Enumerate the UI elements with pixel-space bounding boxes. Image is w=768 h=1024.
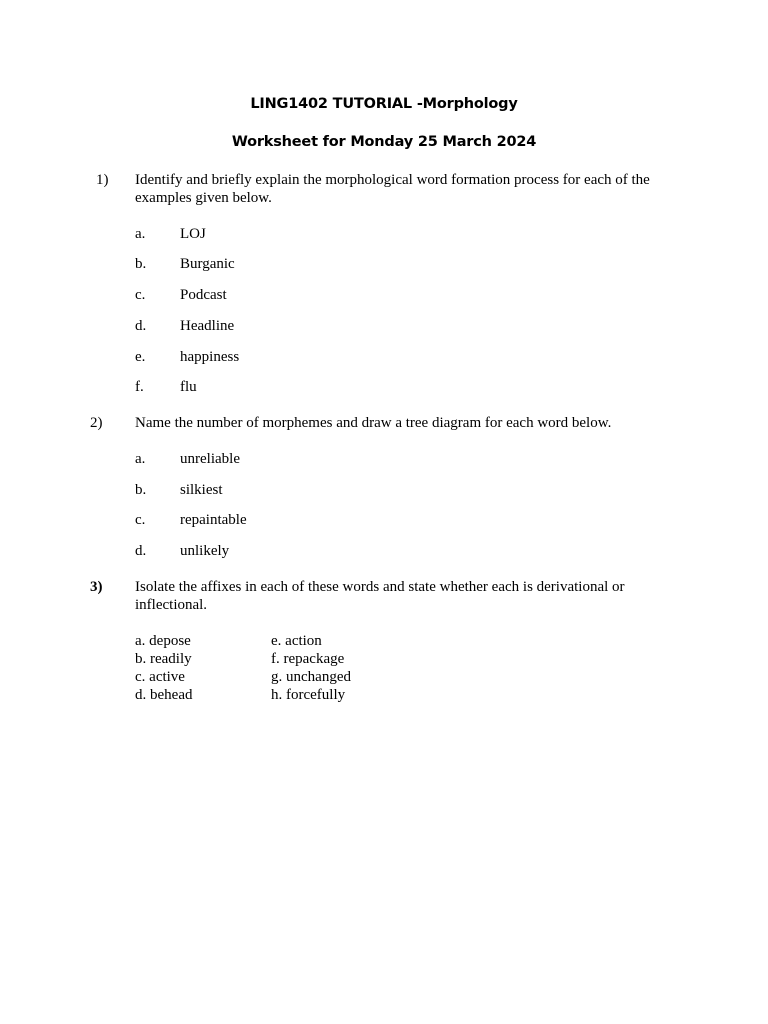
item-letter: a. (135, 226, 146, 242)
word-column-right (271, 632, 351, 704)
item-word: unlikely (180, 543, 230, 559)
item-letter: e. (135, 349, 146, 365)
item-word: flu (180, 379, 197, 395)
item-word: silkiest (180, 482, 223, 498)
item-letter: b. (135, 256, 147, 272)
item-letter: f. (135, 379, 144, 395)
item-letter: d. (135, 543, 147, 559)
list-item: c. active (135, 669, 185, 685)
item-letter: d. (135, 318, 147, 334)
item-letter: b. (135, 482, 147, 498)
item-word: LOJ (180, 226, 206, 242)
list-item: h. forcefully (271, 687, 346, 703)
list-item: g. unchanged (271, 669, 351, 685)
question-2-text: Name the number of morphemes and draw a tree diagram for each word below. (135, 415, 612, 431)
list-item: a. depose (135, 633, 191, 649)
question-1-number: 1) (96, 172, 109, 188)
question-3-text: Isolate the affixes in each of these words and state whether each is derivational or inflectional. (135, 579, 625, 613)
item-word: repaintable (180, 512, 247, 528)
question-1-text: Identify and briefly explain the morphological word formation process for each of the examples given below. (135, 172, 650, 206)
item-letter: c. (135, 512, 146, 528)
item-word: unreliable (180, 451, 240, 467)
word-column-left (135, 632, 192, 704)
item-word: Podcast (180, 287, 227, 303)
item-letter: c. (135, 287, 146, 303)
list-item: e. action (271, 633, 322, 649)
list-item: d. behead (135, 687, 193, 703)
page-title: LING1402 TUTORIAL -Morphology (250, 96, 518, 112)
page-subtitle: Worksheet for Monday 25 March 2024 (231, 134, 537, 150)
question-2-number: 2) (90, 415, 103, 431)
list-item: f. repackage (271, 651, 345, 667)
item-letter: a. (135, 451, 146, 467)
question-3-number: 3) (90, 579, 103, 595)
item-word: happiness (180, 349, 240, 365)
list-item: b. readily (135, 651, 192, 667)
item-word: Burganic (180, 256, 235, 272)
item-word: Headline (180, 318, 235, 334)
